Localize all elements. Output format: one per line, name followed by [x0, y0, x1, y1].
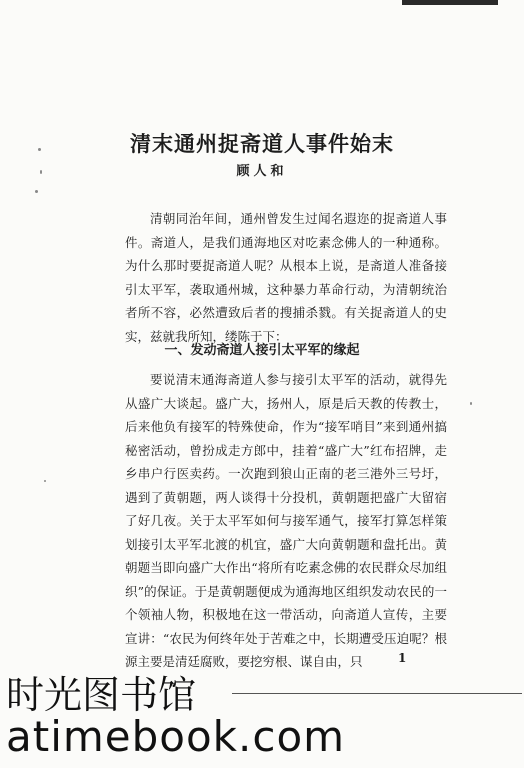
- watermark-title: 时光图书馆: [6, 673, 197, 717]
- scan-edge-mark: [402, 0, 498, 5]
- section-heading: 一、发动斋道人接引太平军的缘起: [164, 343, 360, 358]
- watermark-url: atimebook.com: [6, 712, 346, 761]
- intro-paragraph: 清朝同治年间，通州曾发生过闻名遐迩的捉斋道人事件。斋道人，是我们通海地区对吃素念佛人的一种通称。为什么那时要捉斋道人呢？从根本上说，是斋道人准备接引太平军，袭取通州城，这种暴力革命行动，为清朝统治者所不容，必然遭致后者的搜捕杀戮。有关捉斋道人的史实，兹就我所知，缕陈于下：: [125, 211, 447, 344]
- article-author: 顾人和: [236, 164, 288, 179]
- body-paragraph: 要说清末通海斋道人参与接引太平军的活动，就得先从盛广大谈起。盛广大，扬州人，原是后天教的传教士，后来他负有接军的特殊使命，作为“接军哨目”来到通州搞秘密活动，曾扮成走方郎中，挂着“盛广大”红布招牌，走乡串户行医卖药。一次跑到狼山正南的老三港外三号圩，遇到了黄朝题，两人谈得十分投机，黄朝题把盛广大留宿了好几夜。关于太平军如何与接军通气，接军打算怎样策划接引太平军北渡的机宜，盛广大向黄朝题和盘托出。黄朝题当即向盛广大作出“将所有吃素念佛的农民群众尽加组织”的保证。于是黄朝题便成为通海地区组织发动农民的一个领袖人物，积极地在这一带活动，向斋道人宣传，主要宣讲：“农民为何终年处于苦难之中，长期遭受压迫呢？根源主要是清廷腐败，要挖穷根、谋自由，只: [125, 372, 447, 669]
- footer-rule: [232, 693, 522, 694]
- article-title: 清末通州捉斋道人事件始末: [130, 131, 394, 157]
- page-number: 1: [398, 651, 407, 665]
